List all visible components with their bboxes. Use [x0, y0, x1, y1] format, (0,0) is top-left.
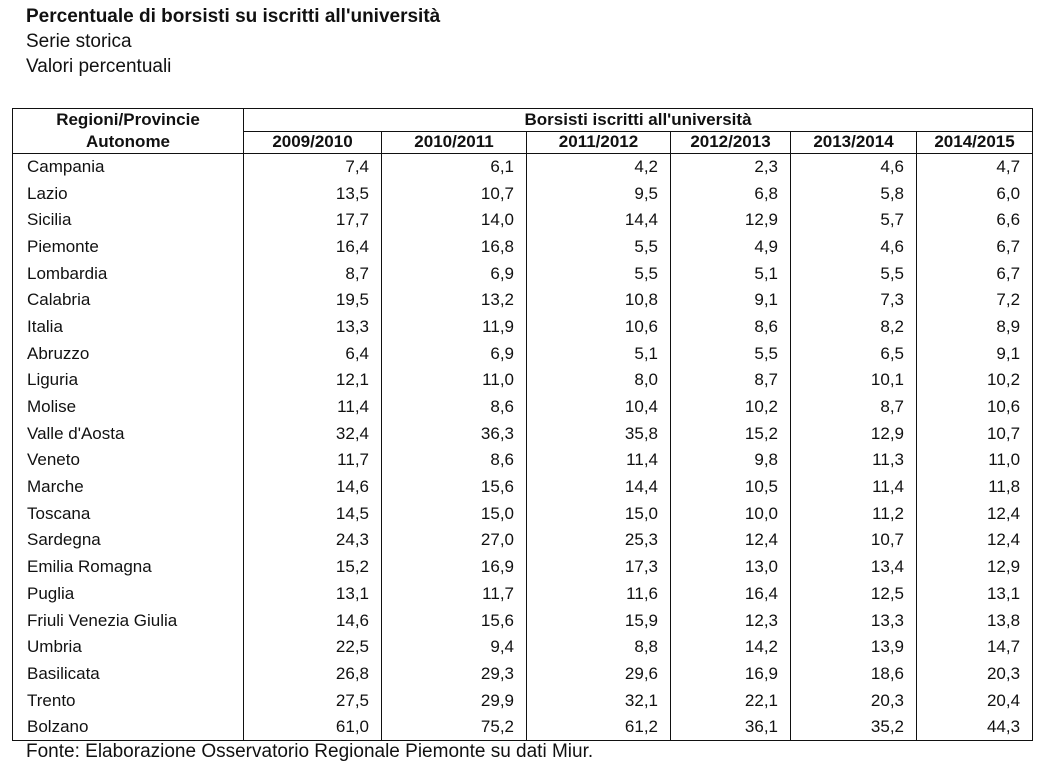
region-cell: Sardegna [13, 527, 244, 554]
value-cell: 61,0 [244, 714, 382, 741]
value-cell: 4,6 [791, 234, 917, 261]
table-row [13, 287, 1033, 314]
table-row [13, 154, 1033, 181]
value-cell: 6,9 [382, 340, 527, 367]
value-cell: 2,3 [671, 154, 791, 181]
value-cell: 8,7 [671, 367, 791, 394]
value-cell: 13,3 [791, 607, 917, 634]
table-row [13, 260, 1033, 287]
value-cell: 13,3 [244, 314, 382, 341]
value-cell: 11,4 [527, 447, 671, 474]
value-cell: 5,8 [791, 180, 917, 207]
value-cell: 26,8 [244, 661, 382, 688]
value-cell: 11,4 [791, 474, 917, 501]
value-cell: 13,2 [382, 287, 527, 314]
document-subtitle-units: Valori percentuali [26, 56, 172, 77]
value-cell: 13,8 [917, 607, 1033, 634]
value-cell: 6,9 [382, 260, 527, 287]
value-cell: 16,9 [671, 661, 791, 688]
region-cell: Veneto [13, 447, 244, 474]
table-row [13, 447, 1033, 474]
value-cell: 4,7 [917, 154, 1033, 181]
value-cell: 25,3 [527, 527, 671, 554]
year-column-header: 2013/2014 [791, 131, 917, 154]
value-cell: 15,2 [671, 420, 791, 447]
document-heading [26, 4, 440, 79]
value-cell: 6,6 [917, 207, 1033, 234]
table-row [13, 661, 1033, 688]
value-cell: 8,8 [527, 634, 671, 661]
value-cell: 12,5 [791, 581, 917, 608]
value-cell: 10,7 [382, 180, 527, 207]
value-cell: 32,4 [244, 420, 382, 447]
region-cell: Bolzano [13, 714, 244, 741]
region-cell: Basilicata [13, 661, 244, 688]
value-cell: 10,4 [527, 394, 671, 421]
value-cell: 5,5 [671, 340, 791, 367]
region-cell: Lazio [13, 180, 244, 207]
value-cell: 5,5 [527, 234, 671, 261]
value-cell: 7,4 [244, 154, 382, 181]
region-cell: Puglia [13, 581, 244, 608]
table-row [13, 314, 1033, 341]
value-cell: 14,7 [917, 634, 1033, 661]
value-cell: 8,7 [791, 394, 917, 421]
value-cell: 13,5 [244, 180, 382, 207]
table-row [13, 474, 1033, 501]
value-cell: 17,3 [527, 554, 671, 581]
value-cell: 15,6 [382, 474, 527, 501]
table-row [13, 607, 1033, 634]
region-cell: Umbria [13, 634, 244, 661]
value-cell: 75,2 [382, 714, 527, 741]
value-cell: 11,7 [244, 447, 382, 474]
value-cell: 18,6 [791, 661, 917, 688]
value-cell: 10,0 [671, 500, 791, 527]
table-row [13, 714, 1033, 741]
value-cell: 24,3 [244, 527, 382, 554]
region-cell: Liguria [13, 367, 244, 394]
value-cell: 11,9 [382, 314, 527, 341]
value-cell: 12,9 [791, 420, 917, 447]
value-cell: 6,1 [382, 154, 527, 181]
value-cell: 17,7 [244, 207, 382, 234]
year-column-header: 2009/2010 [244, 131, 382, 154]
table-body [13, 154, 1033, 741]
value-cell: 12,4 [671, 527, 791, 554]
value-cell: 6,4 [244, 340, 382, 367]
region-cell: Calabria [13, 287, 244, 314]
document-title: Percentuale di borsisti su iscritti all'università [26, 6, 441, 27]
region-cell: Valle d'Aosta [13, 420, 244, 447]
value-cell: 6,7 [917, 234, 1033, 261]
source-note: Fonte: Elaborazione Osservatorio Regionale Piemonte su dati Miur. [26, 741, 594, 762]
value-cell: 5,5 [791, 260, 917, 287]
value-cell: 16,4 [244, 234, 382, 261]
table-row [13, 340, 1033, 367]
header-row-group [13, 109, 1033, 132]
region-cell: Emilia Romagna [13, 554, 244, 581]
value-cell: 8,7 [244, 260, 382, 287]
value-cell: 13,1 [917, 581, 1033, 608]
value-cell: 19,5 [244, 287, 382, 314]
region-cell: Piemonte [13, 234, 244, 261]
value-cell: 15,0 [382, 500, 527, 527]
value-cell: 22,5 [244, 634, 382, 661]
year-column-header: 2011/2012 [527, 131, 671, 154]
value-cell: 13,9 [791, 634, 917, 661]
value-cell: 7,3 [791, 287, 917, 314]
year-column-header: 2010/2011 [382, 131, 527, 154]
value-cell: 5,7 [791, 207, 917, 234]
value-cell: 10,8 [527, 287, 671, 314]
value-cell: 14,5 [244, 500, 382, 527]
value-cell: 11,3 [791, 447, 917, 474]
value-cell: 6,8 [671, 180, 791, 207]
value-cell: 12,3 [671, 607, 791, 634]
value-cell: 10,2 [671, 394, 791, 421]
value-cell: 9,1 [671, 287, 791, 314]
value-cell: 36,1 [671, 714, 791, 741]
value-cell: 9,1 [917, 340, 1033, 367]
value-cell: 29,9 [382, 687, 527, 714]
table-row [13, 500, 1033, 527]
region-cell: Abruzzo [13, 340, 244, 367]
table-row [13, 527, 1033, 554]
table-row [13, 234, 1033, 261]
value-cell: 44,3 [917, 714, 1033, 741]
value-cell: 8,0 [527, 367, 671, 394]
group-column-header: Borsisti iscritti all'università [244, 109, 1033, 132]
region-cell: Lombardia [13, 260, 244, 287]
region-cell: Trento [13, 687, 244, 714]
value-cell: 35,8 [527, 420, 671, 447]
value-cell: 29,6 [527, 661, 671, 688]
value-cell: 4,2 [527, 154, 671, 181]
table-row [13, 394, 1033, 421]
table-row [13, 581, 1033, 608]
value-cell: 5,5 [527, 260, 671, 287]
value-cell: 13,1 [244, 581, 382, 608]
value-cell: 61,2 [527, 714, 671, 741]
value-cell: 9,4 [382, 634, 527, 661]
value-cell: 9,8 [671, 447, 791, 474]
value-cell: 11,0 [382, 367, 527, 394]
value-cell: 20,4 [917, 687, 1033, 714]
value-cell: 12,9 [917, 554, 1033, 581]
value-cell: 11,0 [917, 447, 1033, 474]
value-cell: 15,0 [527, 500, 671, 527]
value-cell: 10,5 [671, 474, 791, 501]
value-cell: 8,6 [382, 394, 527, 421]
value-cell: 15,6 [382, 607, 527, 634]
value-cell: 10,7 [917, 420, 1033, 447]
region-cell: Molise [13, 394, 244, 421]
value-cell: 7,2 [917, 287, 1033, 314]
value-cell: 12,4 [917, 500, 1033, 527]
value-cell: 8,2 [791, 314, 917, 341]
value-cell: 13,4 [791, 554, 917, 581]
value-cell: 15,9 [527, 607, 671, 634]
value-cell: 8,9 [917, 314, 1033, 341]
table-row [13, 554, 1033, 581]
value-cell: 15,2 [244, 554, 382, 581]
value-cell: 6,0 [917, 180, 1033, 207]
value-cell: 13,0 [671, 554, 791, 581]
value-cell: 4,9 [671, 234, 791, 261]
value-cell: 11,2 [791, 500, 917, 527]
value-cell: 11,8 [917, 474, 1033, 501]
value-cell: 12,4 [917, 527, 1033, 554]
document-subtitle-series: Serie storica [26, 31, 132, 52]
value-cell: 16,4 [671, 581, 791, 608]
region-cell: Toscana [13, 500, 244, 527]
region-cell: Marche [13, 474, 244, 501]
value-cell: 14,2 [671, 634, 791, 661]
value-cell: 12,1 [244, 367, 382, 394]
value-cell: 14,0 [382, 207, 527, 234]
value-cell: 12,9 [671, 207, 791, 234]
value-cell: 16,8 [382, 234, 527, 261]
value-cell: 20,3 [917, 661, 1033, 688]
table-row [13, 420, 1033, 447]
region-column-header: Regioni/Provincie Autonome [13, 109, 244, 154]
value-cell: 10,7 [791, 527, 917, 554]
value-cell: 16,9 [382, 554, 527, 581]
value-cell: 35,2 [791, 714, 917, 741]
value-cell: 27,5 [244, 687, 382, 714]
table-row [13, 180, 1033, 207]
value-cell: 32,1 [527, 687, 671, 714]
value-cell: 36,3 [382, 420, 527, 447]
value-cell: 22,1 [671, 687, 791, 714]
table-row [13, 634, 1033, 661]
value-cell: 29,3 [382, 661, 527, 688]
value-cell: 10,1 [791, 367, 917, 394]
value-cell: 11,4 [244, 394, 382, 421]
region-cell: Friuli Venezia Giulia [13, 607, 244, 634]
value-cell: 10,2 [917, 367, 1033, 394]
region-cell: Italia [13, 314, 244, 341]
value-cell: 9,5 [527, 180, 671, 207]
value-cell: 14,4 [527, 207, 671, 234]
value-cell: 8,6 [671, 314, 791, 341]
value-cell: 5,1 [671, 260, 791, 287]
value-cell: 20,3 [791, 687, 917, 714]
region-cell: Campania [13, 154, 244, 181]
data-table [12, 108, 1033, 741]
year-column-header: 2012/2013 [671, 131, 791, 154]
value-cell: 14,4 [527, 474, 671, 501]
value-cell: 14,6 [244, 474, 382, 501]
table-row [13, 687, 1033, 714]
value-cell: 11,7 [382, 581, 527, 608]
year-column-header: 2014/2015 [917, 131, 1033, 154]
table-row [13, 367, 1033, 394]
value-cell: 8,6 [382, 447, 527, 474]
value-cell: 6,5 [791, 340, 917, 367]
value-cell: 6,7 [917, 260, 1033, 287]
value-cell: 27,0 [382, 527, 527, 554]
value-cell: 4,6 [791, 154, 917, 181]
value-cell: 10,6 [917, 394, 1033, 421]
value-cell: 5,1 [527, 340, 671, 367]
value-cell: 14,6 [244, 607, 382, 634]
region-cell: Sicilia [13, 207, 244, 234]
value-cell: 11,6 [527, 581, 671, 608]
value-cell: 10,6 [527, 314, 671, 341]
table-row [13, 207, 1033, 234]
